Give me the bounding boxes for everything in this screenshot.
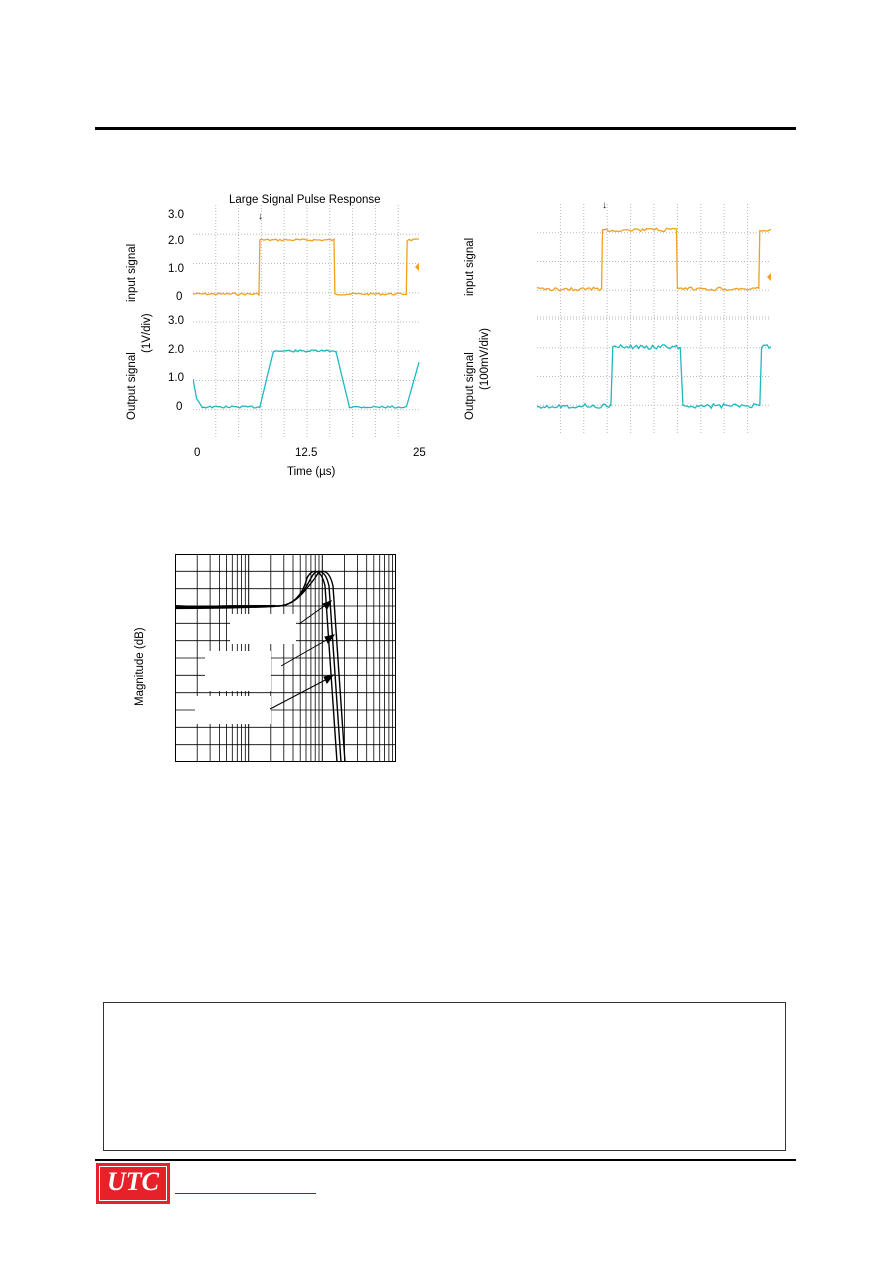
utc-logo-text: UTC bbox=[107, 1167, 159, 1196]
chart1-in-ytick-1: 2.0 bbox=[168, 235, 184, 247]
chart1-trigger-marker: ↓ bbox=[258, 211, 263, 222]
notice-box bbox=[103, 1002, 786, 1151]
chart2-plot bbox=[537, 204, 771, 434]
chart1-title: Large Signal Pulse Response bbox=[229, 194, 381, 206]
chart1-output-trace bbox=[193, 350, 419, 408]
chart1-scale-label: (1V/div) bbox=[141, 313, 153, 353]
chart1-out-ytick-0: 3.0 bbox=[168, 315, 184, 327]
chart1-xtick-0: 0 bbox=[194, 447, 201, 459]
chart2-scale-label: (100mV/div) bbox=[479, 328, 491, 390]
chart1-out-ytick-1: 2.0 bbox=[168, 344, 184, 356]
chart2-trigger-marker: ↓ bbox=[602, 200, 607, 211]
chart1-plot bbox=[193, 205, 421, 439]
chart1-output-ylabel: Output signal bbox=[126, 352, 138, 420]
chart1-in-ytick-2: 1.0 bbox=[168, 263, 184, 275]
chart1-in-ytick-3: 0 bbox=[176, 291, 183, 303]
chart1-xtick-2: 25 bbox=[413, 447, 426, 459]
chart2-grid bbox=[537, 204, 771, 434]
header-rule bbox=[95, 127, 796, 130]
chart2-input-ylabel: input signal bbox=[464, 237, 476, 296]
chart1-input-ylabel: input signal bbox=[126, 243, 138, 302]
chart2-level-marker bbox=[767, 273, 771, 281]
chart1-out-ytick-3: 0 bbox=[176, 401, 183, 413]
chart2-output-ylabel: Output signal bbox=[464, 352, 476, 420]
chart3-plot bbox=[175, 554, 396, 762]
chart1-out-ytick-2: 1.0 bbox=[168, 372, 184, 384]
footer-link-underline[interactable] bbox=[175, 1193, 316, 1194]
footer-rule bbox=[95, 1159, 796, 1161]
utc-logo bbox=[96, 1163, 170, 1204]
chart1-level-marker bbox=[415, 263, 419, 271]
chart1-xlabel: Time (µs) bbox=[287, 466, 336, 478]
chart1-xtick-1: 12.5 bbox=[295, 447, 318, 459]
chart1-in-ytick-0: 3.0 bbox=[168, 209, 184, 221]
chart1-input-trace bbox=[193, 239, 419, 295]
chart3-ylabel: Magnitude (dB) bbox=[134, 627, 146, 706]
